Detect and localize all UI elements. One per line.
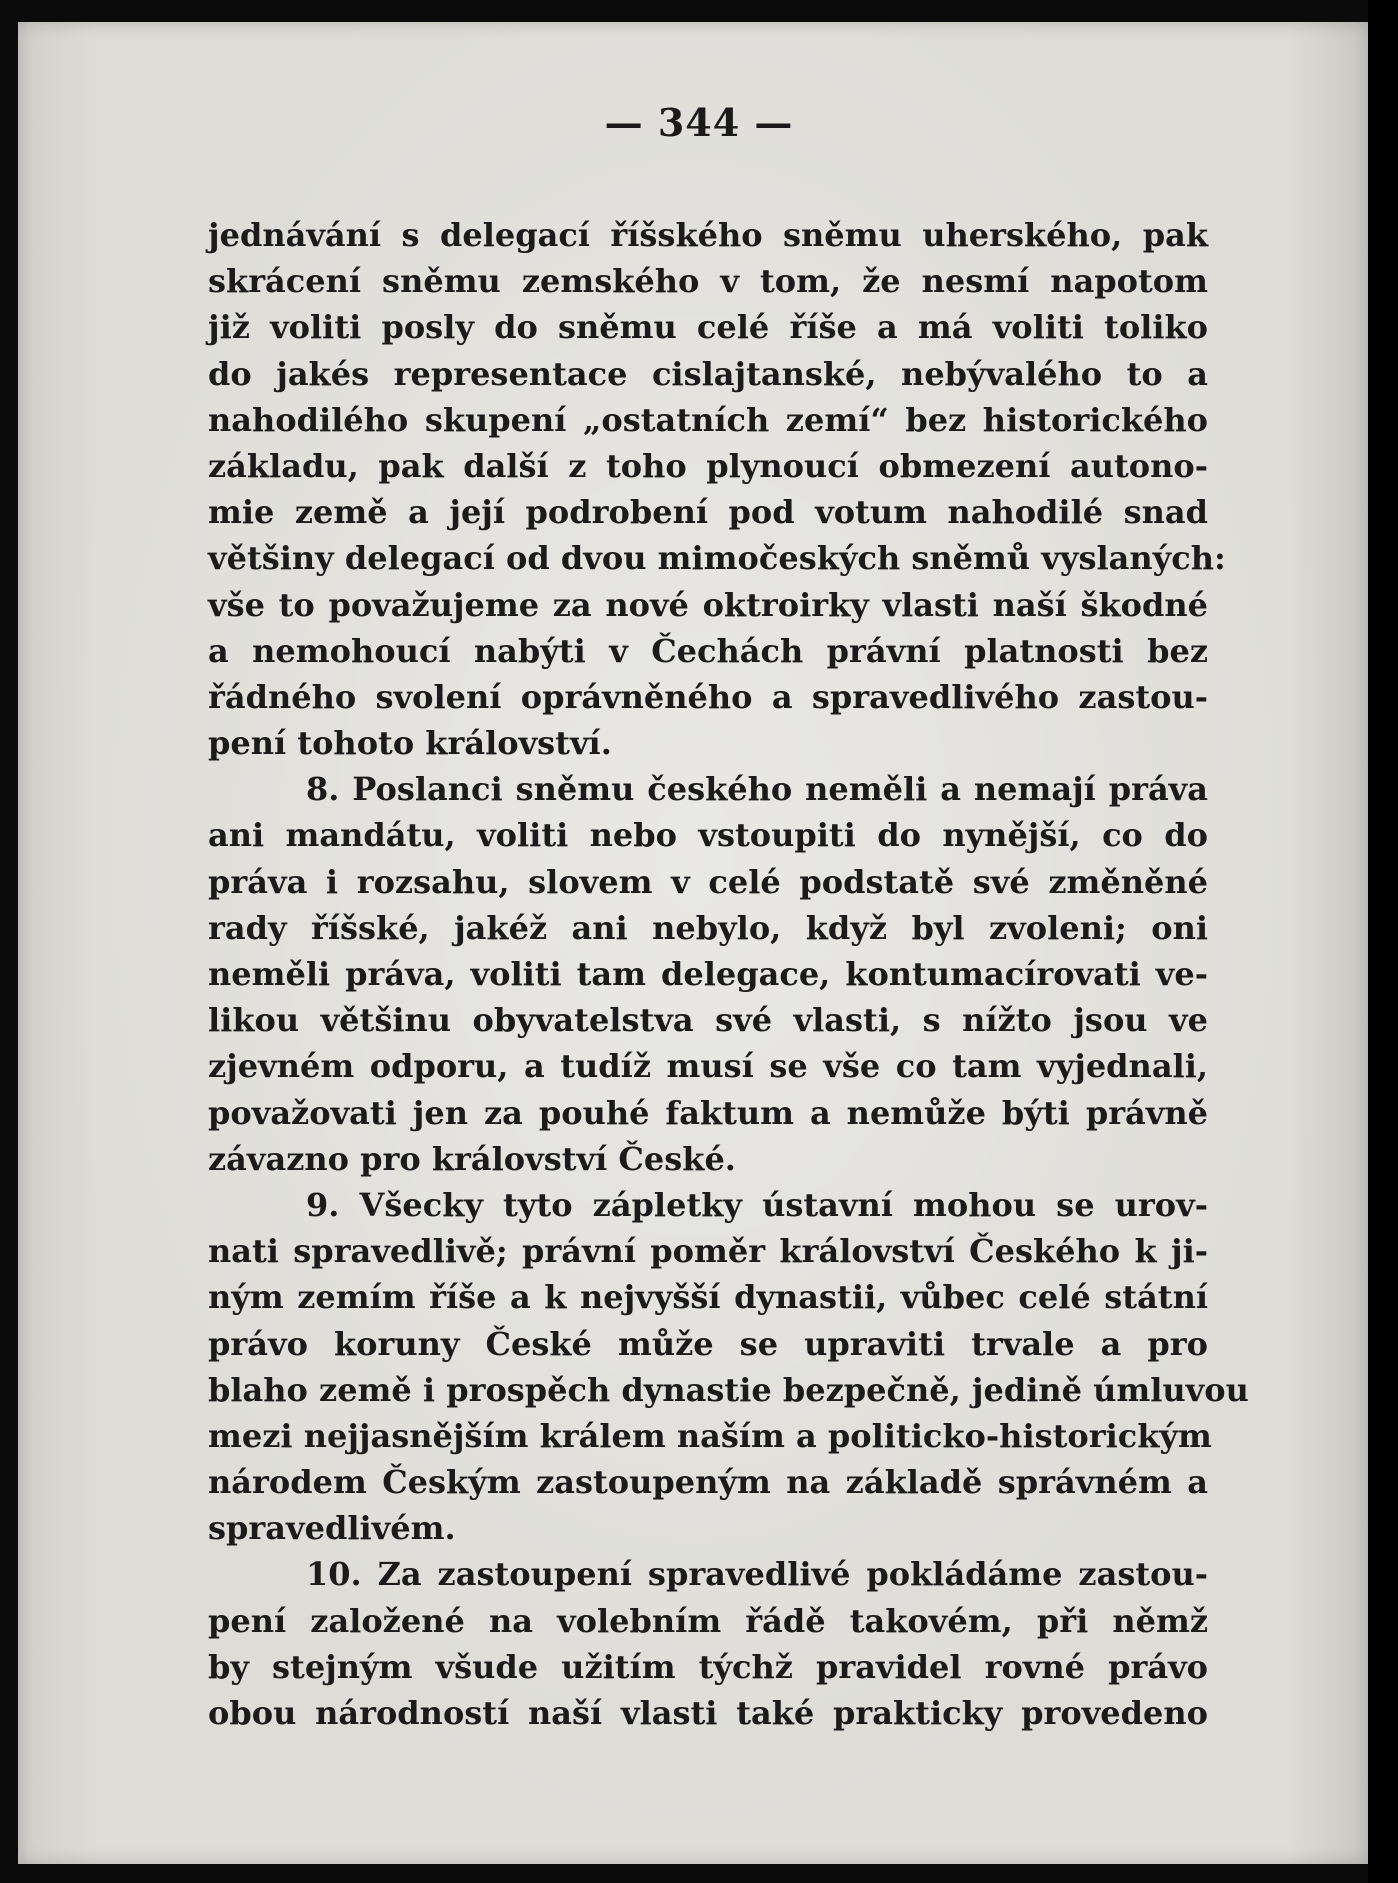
text-line: likou většinu obyvatelstva své vlasti, s nížto jsou ve: [208, 1001, 1208, 1040]
text-line: závazno pro království České.: [208, 1139, 736, 1178]
text-line: 10. Za zastoupení spravedlivé pokládáme zastou-: [306, 1555, 1208, 1594]
body-text: [208, 212, 1249, 1736]
text-line: 9. Všecky tyto zápletky ústavní mohou se urov-: [306, 1185, 1208, 1224]
text-line: a nemohoucí nabýti v Čechách právní platnosti bez: [208, 631, 1208, 670]
text-line: ným zemím říše a k nejvyšší dynastii, vůbec celé státní: [208, 1278, 1208, 1317]
text-line: řádného svolení oprávněného a spravedlivého zastou-: [208, 677, 1208, 716]
text-line: nahodilého skupení „ostatních zemí“ bez historického: [208, 400, 1208, 439]
text-line: vše to považujeme za nové oktroirky vlasti naší škodné: [208, 585, 1208, 624]
text-line: pení tohoto království.: [208, 724, 612, 763]
text-line: národem Českým zastoupeným na základě správném a: [208, 1463, 1208, 1502]
text-line: obou národností naší vlasti také prakticky provedeno: [208, 1694, 1208, 1732]
text-line: základu, pak další z toho plynoucí obmezení autono-: [208, 446, 1208, 485]
text-line: mie země a její podrobení pod votum nahodilé snad: [208, 493, 1208, 532]
text-line: ani mandátu, voliti nebo vstoupiti do nynější, co do: [208, 816, 1208, 855]
text-line: rady říšské, jakéž ani nebylo, když byl zvoleni; oni: [208, 908, 1208, 947]
text-line: nati spravedlivě; právní poměr království Českého k ji-: [208, 1232, 1208, 1271]
text-line: právo koruny České může se upraviti trvale a pro: [208, 1324, 1208, 1363]
text-line: považovati jen za pouhé faktum a nemůže býti právně: [208, 1093, 1208, 1132]
page-edge-shadow: [1368, 0, 1398, 1883]
text-line: by stejným všude užitím týchž pravidel rovné právo: [208, 1647, 1208, 1686]
text-line: neměli práva, voliti tam delegace, kontumacírovati ve-: [208, 955, 1208, 993]
text-line: pení založené na volebním řádě takovém, při němž: [208, 1601, 1208, 1640]
page-number: — 344 —: [604, 100, 794, 145]
text-line: spravedlivém.: [208, 1509, 456, 1548]
text-line: do jakés representace cislajtanské, nebývalého to a: [208, 354, 1208, 393]
text-line: mezi nejjasnějším králem naším a politicko-historickým: [208, 1416, 1212, 1455]
text-line: většiny delegací od dvou mimočeských sněmů vyslaných:: [208, 539, 1226, 578]
text-line: již voliti posly do sněmu celé říše a má voliti toliko: [208, 308, 1208, 347]
text-line: zjevném odporu, a tudíž musí se vše co tam vyjednali,: [208, 1047, 1208, 1086]
text-line: práva i rozsahu, slovem v celé podstatě své změněné: [208, 862, 1208, 901]
text-line: 8. Poslanci sněmu českého neměli a nemají práva: [306, 770, 1208, 809]
text-line: jednávání s delegací říšského sněmu uherského, pak: [208, 216, 1208, 254]
text-line: skrácení sněmu zemského v tom, že nesmí napotom: [208, 262, 1208, 301]
text-line: blaho země i prospěch dynastie bezpečně, jedině úmluvou: [208, 1370, 1249, 1409]
